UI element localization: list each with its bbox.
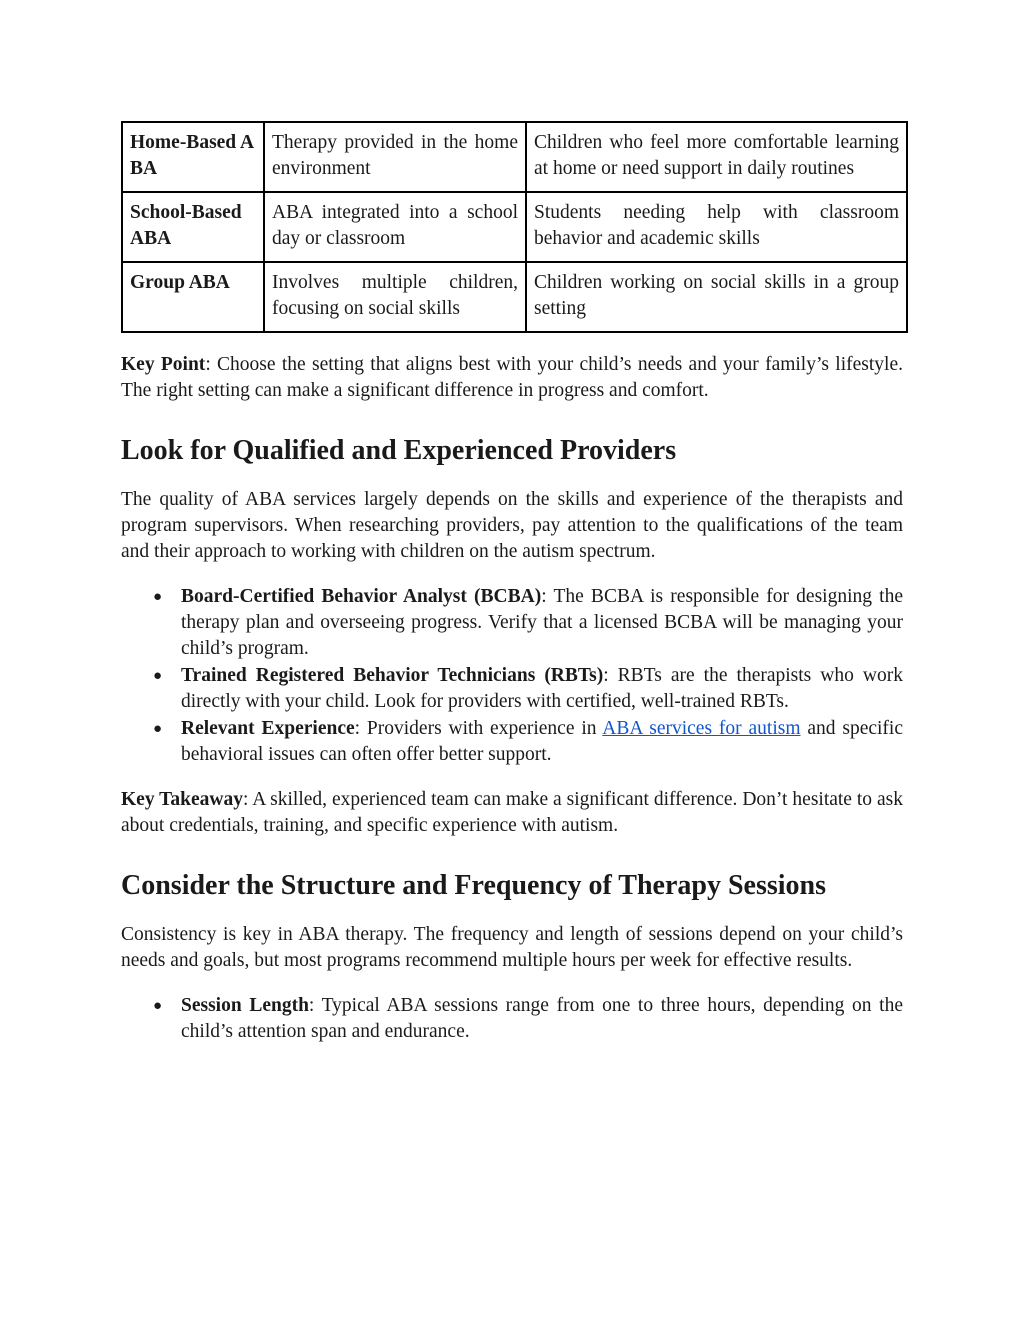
list-item-text: and specific behavioral issues can often offer better support. (181, 718, 903, 765)
list-item-text: : Providers with experience in (354, 718, 603, 739)
structure-intro: Consistency is key in ABA therapy. The frequency and length of sessions depend on your child’s needs and goals, but most programs recommend multiple hours per week for effective results. (121, 924, 903, 971)
providers-intro: The quality of ABA services largely depends on the skills and experience of the therapists and program supervisors. When researching providers, pay attention to the qualifications of the team and their approach to working with children on the autism spectrum. (121, 489, 903, 562)
list-item (153, 993, 903, 1045)
document-page (121, 121, 903, 1046)
key-takeaway-label: Key Takeaway (121, 789, 243, 810)
key-point-text: : Choose the setting that aligns best with your child’s needs and your family’s lifestyle. The right setting can make a significant difference in progress and comfort. (121, 354, 903, 401)
aba-settings-table (121, 121, 908, 333)
table-row (122, 122, 907, 192)
description-cell: Therapy provided in the home environment (264, 122, 526, 192)
list-item (153, 663, 903, 715)
best-for-cell: Children who feel more comfortable learning at home or need support in daily routines (526, 122, 907, 192)
list-item-text: : The BCBA is responsible for designing the therapy plan and overseeing progress. Verify that a licensed BCBA will be managing your child’s program. (181, 586, 903, 659)
best-for-cell: Students needing help with classroom behavior and academic skills (526, 192, 907, 262)
setting-cell: Home-Based ABA (122, 122, 264, 192)
setting-cell: School-Based ABA (122, 192, 264, 262)
list-item-text: : RBTs are the therapists who work directly with your child. Look for providers with certified, well-trained RBTs. (181, 665, 903, 712)
structure-heading: Consider the Structure and Frequency of Therapy Sessions (121, 870, 826, 901)
table-row (122, 192, 907, 262)
key-point-paragraph (121, 352, 903, 404)
structure-list (121, 993, 903, 1045)
list-item (153, 584, 903, 662)
table-row (122, 262, 907, 332)
key-point-label: Key Point (121, 354, 206, 375)
bullet-icon: ● (153, 998, 163, 1014)
bullet-icon: ● (153, 668, 163, 684)
list-item-label: Trained Registered Behavior Technicians (RBTs) (181, 665, 604, 686)
setting-cell: Group ABA (122, 262, 264, 332)
list-item-label: Board-Certified Behavior Analyst (BCBA) (181, 586, 542, 607)
list-item-label: Session Length (181, 995, 309, 1016)
description-cell: ABA integrated into a school day or classroom (264, 192, 526, 262)
list-item-label: Relevant Experience (181, 718, 355, 739)
list-item (153, 716, 903, 768)
list-item-text: : Typical ABA sessions range from one to three hours, depending on the child’s attention span and endurance. (181, 995, 903, 1042)
bullet-icon: ● (153, 589, 163, 605)
description-cell: Involves multiple children, focusing on social skills (264, 262, 526, 332)
key-takeaway-paragraph (121, 787, 903, 839)
providers-heading: Look for Qualified and Experienced Providers (121, 435, 677, 466)
bullet-icon: ● (153, 721, 163, 737)
best-for-cell: Children working on social skills in a group setting (526, 262, 907, 332)
providers-list (121, 584, 903, 768)
aba-services-link[interactable]: ABA services for autism (602, 718, 801, 739)
key-takeaway-text: : A skilled, experienced team can make a significant difference. Don’t hesitate to ask about credentials, training, and specific experience with autism. (121, 789, 903, 836)
